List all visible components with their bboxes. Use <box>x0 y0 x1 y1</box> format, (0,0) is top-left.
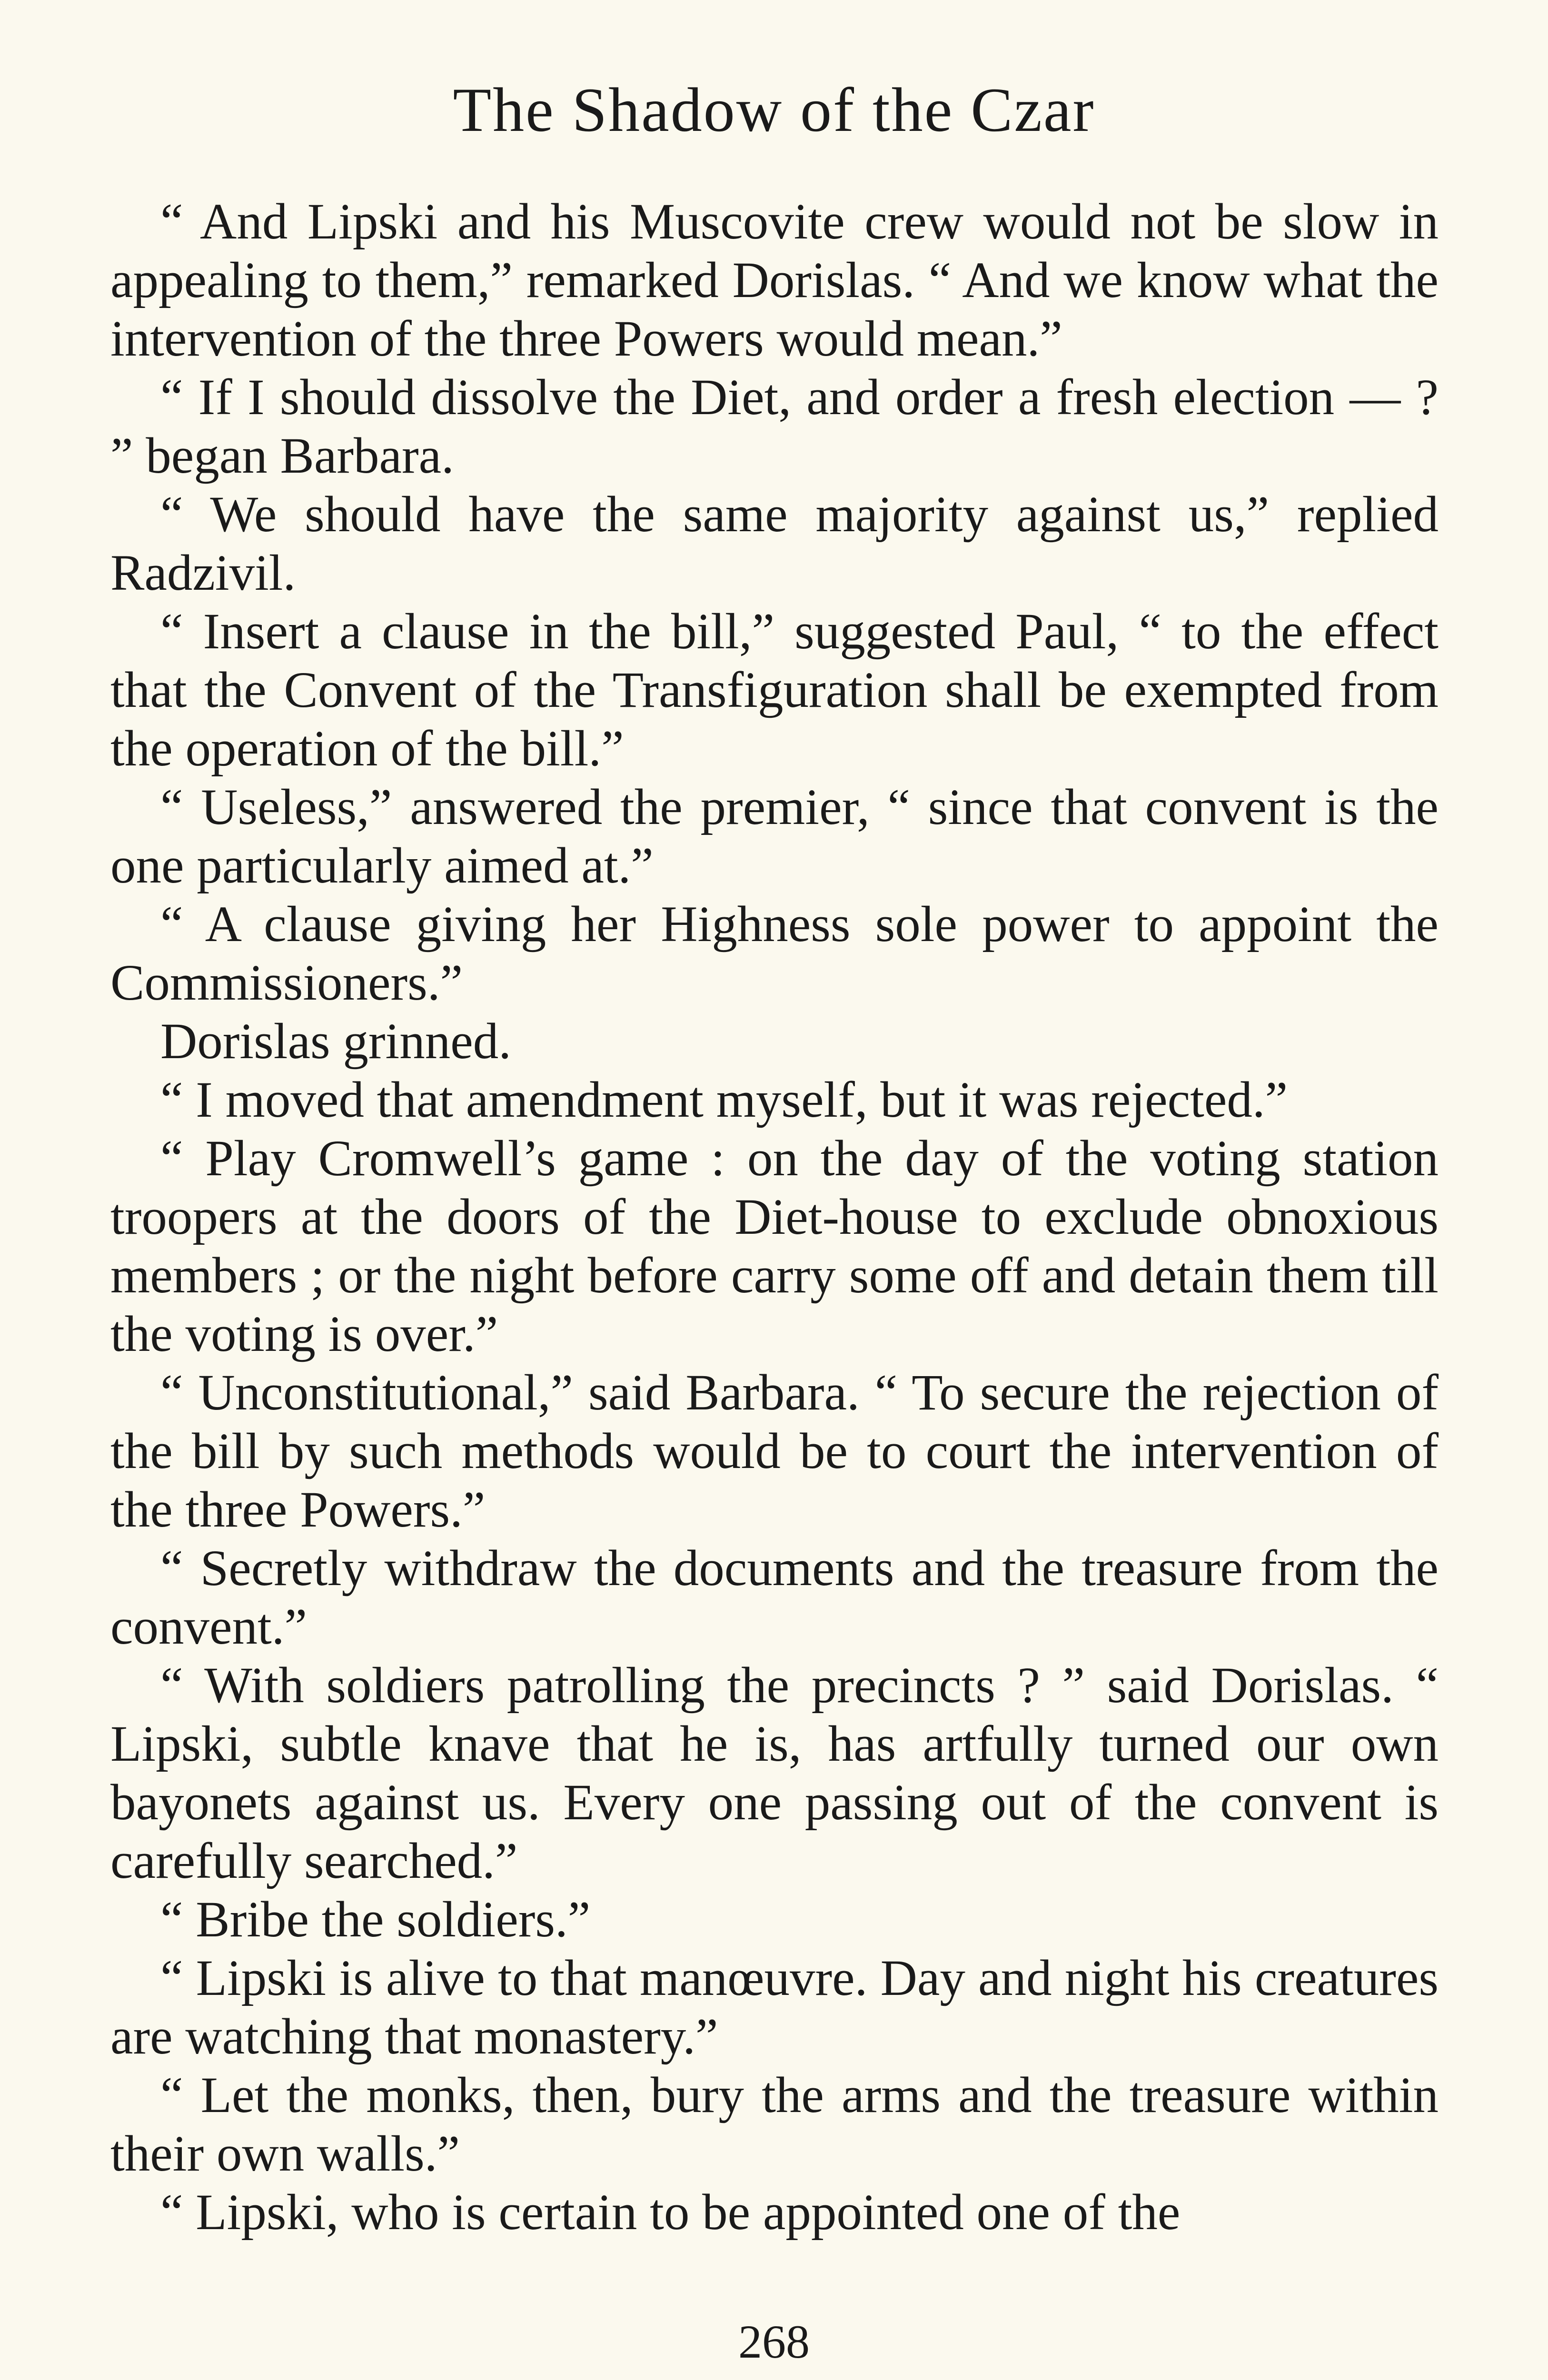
body-text <box>110 193 1439 2242</box>
paragraph: “ We should have the same majority against us,” replied Radzivil. <box>110 486 1439 601</box>
paragraph: Dorislas grinned. <box>160 1013 511 1070</box>
paragraph: “ A clause giving her Highness sole power to appoint the Commissioners.” <box>110 896 1439 1011</box>
paragraph: “ Insert a clause in the bill,” suggested Paul, “ to the effect that the Convent of the Transfiguration shall be exempted from the operation of the bill.” <box>110 604 1439 777</box>
paragraph: “ Lipski is alive to that manœuvre. Day and night his creatures are watching that monastery.” <box>110 1950 1439 2065</box>
paragraph: “ Secretly withdraw the documents and the treasure from the convent.” <box>110 1540 1439 1655</box>
paragraph: “ Let the monks, then, bury the arms and the treasure within their own walls.” <box>110 2067 1439 2182</box>
paragraph: “ If I should dissolve the Diet, and order a fresh election — ? ” began Barbara. <box>110 369 1439 484</box>
paragraph: “ Lipski, who is certain to be appointed one of the <box>160 2184 1181 2241</box>
running-title: The Shadow of the Czar <box>453 75 1095 145</box>
page-number: 268 <box>738 2315 810 2368</box>
paragraph: “ With soldiers patrolling the precincts ? ” said Dorislas. “ Lipski, subtle knave that he is, has artfully turned our own bayonets against us. Every one passing out of the convent is carefully searched.” <box>110 1657 1439 1889</box>
paragraph: “ And Lipski and his Muscovite crew would not be slow in appealing to them,” remarked Dorislas. “ And we know what the intervention of the three Powers would mean.” <box>110 194 1439 367</box>
paragraph: “ Useless,” answered the premier, “ since that convent is the one particularly aimed at.” <box>110 779 1439 894</box>
paragraph: “ Play Cromwell’s game : on the day of the voting station troopers at the doors of the Diet-house to exclude obnoxious members ; or the night before carry some off and detain them till the voting is over.” <box>110 1130 1439 1362</box>
paragraph: “ Bribe the soldiers.” <box>160 1892 591 1948</box>
paragraph: “ I moved that amendment myself, but it was rejected.” <box>160 1072 1288 1128</box>
paragraph: “ Unconstitutional,” said Barbara. “ To secure the rejection of the bill by such methods would be to court the intervention of the three Powers.” <box>110 1365 1439 1538</box>
